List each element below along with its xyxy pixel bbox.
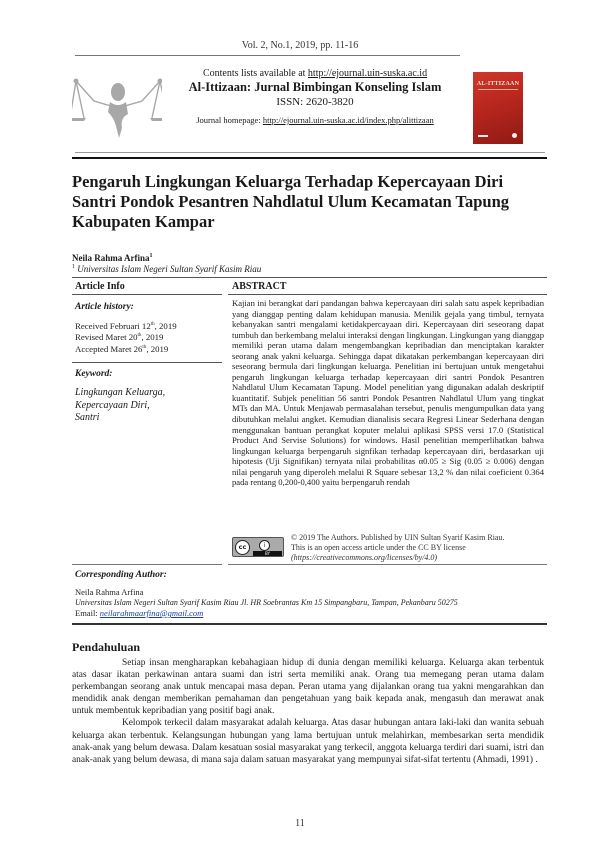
homepage-link[interactable]: http://ejournal.uin-suska.ac.id/index.php/alittizaan <box>262 115 434 125</box>
divider <box>72 362 222 363</box>
keyword: Lingkungan Keluarga, <box>75 387 166 398</box>
article-info-heading: Article Info <box>75 281 125 292</box>
attribution-icon: i <box>259 540 270 551</box>
history-accepted: Accepted Maret 26th, 2019 <box>75 343 169 354</box>
divider <box>72 294 222 295</box>
corresponding-author-label: Corresponding Author: <box>75 570 167 580</box>
homepage-line: Journal homepage: http://ejournal.uin-suska.ac.id/index.php/alittizaan <box>196 115 434 125</box>
cc-by-license-badge[interactable] <box>232 537 284 557</box>
corresponding-email: Email: neilarahmaarfina@gmail.com <box>75 608 204 618</box>
journal-title: Al-Ittizaan: Jurnal Bimbingan Konseling Islam <box>188 80 442 94</box>
cover-logo-dot <box>512 133 517 138</box>
intro-body <box>72 657 544 766</box>
cover-subtitle-line <box>478 89 518 90</box>
email-link[interactable]: neilarahmaarfina@gmail.com <box>99 608 204 618</box>
affiliation: $^1$ Universitas Islam Negeri Sultan Syarif Kasim Riau <box>72 264 262 274</box>
divider <box>228 564 547 565</box>
keyword-label: Keyword: <box>75 369 113 379</box>
cc-icon: cc <box>235 540 250 555</box>
keywords <box>75 387 165 425</box>
keyword: Kepercayaan Diri, <box>75 399 150 411</box>
divider-thick <box>72 623 547 625</box>
journal-cover-image <box>473 72 523 144</box>
divider <box>75 152 545 153</box>
by-label: BY <box>253 551 282 556</box>
volume-info: Vol. 2, No.1, 2019, pp. 11-16 <box>241 40 359 51</box>
license-url[interactable]: (https://creativecommons.org/licenses/by/4.0) <box>291 553 438 562</box>
divider-thick <box>72 157 547 159</box>
article-history-label: Article history: <box>75 302 134 312</box>
keyword: Santri <box>75 412 100 423</box>
issn: ISSN: 2620-3820 <box>276 96 354 108</box>
divider <box>72 564 222 565</box>
cover-title: AL-ITTIZAAN <box>476 81 520 87</box>
header-rule <box>75 55 460 56</box>
scales-of-justice-icon <box>72 78 162 150</box>
author-name: Neila Rahma Arfina$^1$ <box>72 253 153 263</box>
license-text: © 2019 The Authors. Published by UIN Sultan Syarif Kasim Riau. This is an open access article under the CC BY license (https://creativecommons.org/licenses/by/4.0) <box>291 533 505 562</box>
abstract-heading: ABSTRACT <box>232 281 287 292</box>
corresponding-name: Neila Rahma Arfina <box>75 587 144 597</box>
corresponding-author <box>75 587 458 619</box>
paragraph: Kelompok terkecil dalam masyarakat adalah keluarga. Atas dasar hubungan antara laki-laki dan wanita sebuah keluarga akan terbentuk. Kelangsungan hubungan yang lama bertujuan untuk melahirkan, membesarkan serta mendidik anak-anak yang belum dewasa. Dalam kesatuan sosial masyarakat yang terkecil, anggota keluarga terdiri dari suami, istri dan anak-anak yang belum dewasa, di mana saja dalam satuan masyarakat yang mempunyai sifat-sifat tertentu (Ahmadi, 1991) . <box>72 718 544 765</box>
history-received: Received Februari 12th, 2019 <box>75 320 177 331</box>
contents-line: Contents lists available at http://ejournal.uin-suska.ac.id <box>202 68 428 79</box>
divider <box>228 294 547 295</box>
contents-link[interactable]: http://ejournal.uin-suska.ac.id <box>307 68 428 79</box>
article-history <box>75 320 177 354</box>
article-title: Pengaruh Lingkungan Keluarga Terhadap Kepercayaan Diri Santri Pondok Pesantren Nahdlatul Ulum Kecamatan Tapung Kabupaten Kampar <box>72 172 510 231</box>
cover-publisher-mark <box>478 135 488 137</box>
journal-header <box>170 68 460 126</box>
abstract-text: Kajian ini berangkat dari pandangan bahwa kepercayaan diri salah satu aspek kepribadian yang dianggap penting dalam kehidupan manusia. Menilik gejala yang timbul, ternyata kebanyakan santri mengalami ketidakpercayaan diri. Kepercayaan diri seseorang dapat tumbuh dan berkembang melalui interaksi dengan lingkungan. Lingkungan yang dianggap memiliki peran utama dalam mengembangkan kepribadian dan menciptakan karakter seorang anak yakni keluarga. Sehingga dapat dikatakan perkembangan kepercayaan diri seseorang bermula dari lingkungan keluarga. Penelitian ini bertujuan untuk mengetahui pengaruh lingkungan keluarga terhadap kepercayaan diri santri Pondok Pesantren Nahdlatul Ulum Kecamatan Tapung. Model penelitian yang digunakan adalah deskriptif kuantitatif. Subjek penelitian 56 santri Pondok Pesantren Nahdlatul Ulum yang tingkat MTs dan MA. Untuk Menjawab permasalahan tersebut, penulis mengumpulkan data yang dibutuhkan melalui angket. Kemudian dianalisis secara Regresi Linear Sederhana dengan menggunakan bantuan perangkat koputer melalui aplikasi SPSS versi 17.0 (Statistical Product And Servise Solutions) for windows. Hasil penelitian memperlihatkan bahwa lingkungan keluarga berpengaruh signfikan terhadap kepercayaan diri, berdasarkan uji hipotesis (Uji Signifikan) ternyata nilai probabilitas α0.05 ≥ Sig (0.05 ≥ 0.006) dengan nilai pengaruh yang diperoleh melalui R Square sebesar 13,2 % dan nilai coeficient 0.364 pada rentang 0,200-0,400 yaitu berpengaruh rendah <box>232 298 544 488</box>
divider <box>72 277 547 278</box>
section-heading: Pendahuluan <box>72 640 141 654</box>
history-revised: Revised Maret 20th, 2019 <box>75 332 164 343</box>
corresponding-address: Universitas Islam Negeri Sultan Syarif Kasim Riau Jl. HR Soebrantas Km 15 Simpangbaru, Tampan, Pekanbaru 50275 <box>75 597 458 607</box>
page-number: 11 <box>295 818 305 829</box>
paragraph: Setiap insan mengharapkan kebahagiaan hidup di dunia dengan memiliki keluarga. Keluarga akan terbentuk atas dasar ikatan perkawinan antara suami dan istri serta memiliki anak. Orang tua memegang peran utama dalam perkembangan seorang anak untuk mencapai masa depan. Peran utama yang dijalankan orang tua yakni mengarahkan dan mendidik anak dengan memberikan pemahaman dan pengetahuan yang baik kepada anak, mengasuh dan merawat anak untuk membentuk kepribadian yang positif bagi anak. <box>72 658 544 717</box>
